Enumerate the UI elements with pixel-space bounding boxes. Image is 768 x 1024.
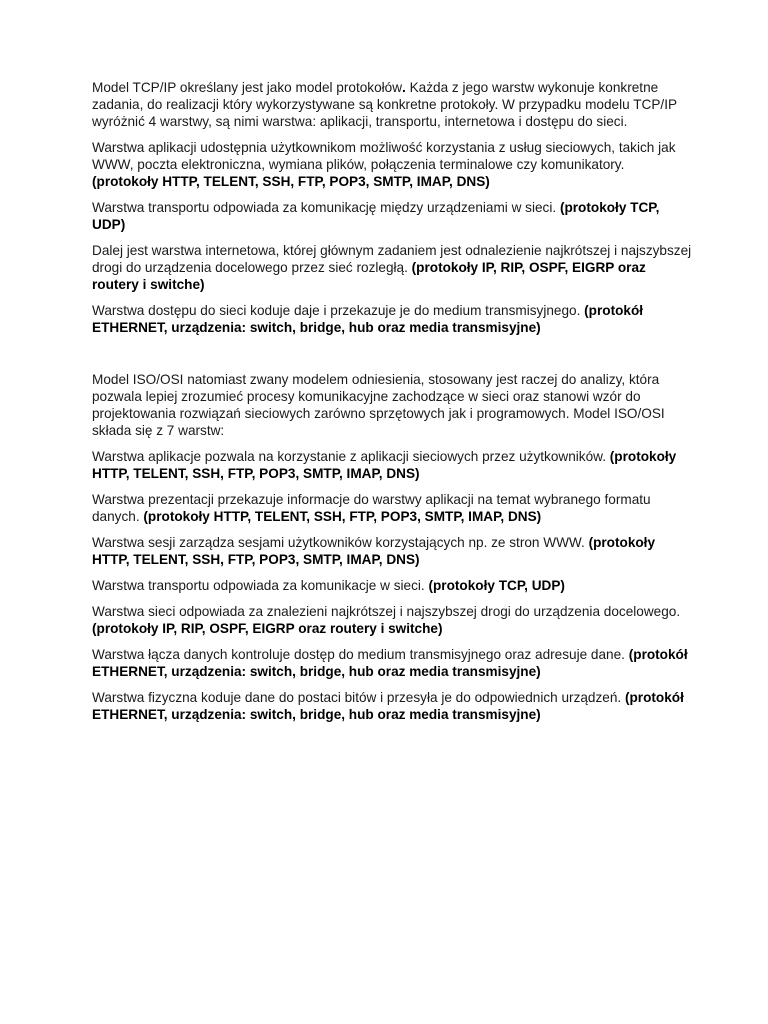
- isoosi-layer-physical: [92, 689, 692, 723]
- layer-protocols: (protokoły TCP, UDP): [92, 200, 660, 232]
- layer-protocols: (protokoły IP, RIP, OSPF, EIGRP oraz routery i switche): [92, 621, 443, 636]
- tcpip-layer-application: [92, 139, 692, 190]
- layer-protocols: (protokoły TCP, UDP): [428, 578, 565, 593]
- layer-description: Warstwa aplikacje pozwala na korzystanie z aplikacji sieciowych przez użytkowników.: [92, 449, 610, 464]
- isoosi-layer-session: [92, 534, 692, 568]
- layer-protocols: (protokoły HTTP, TELENT, SSH, FTP, POP3, SMTP, IMAP, DNS): [92, 535, 656, 567]
- isoosi-layer-network: [92, 603, 692, 637]
- tcpip-layer-network-access: [92, 302, 692, 336]
- tcpip-layer-internet: [92, 242, 692, 293]
- isoosi-layer-data-link: [92, 646, 692, 680]
- layer-description: Warstwa łącza danych kontroluje dostęp do medium transmisyjnego oraz adresuje dane.: [92, 647, 629, 662]
- isoosi-layer-application: [92, 448, 692, 482]
- layer-description: Warstwa prezentacji przekazuje informacje do warstwy aplikacji na temat wybranego formatu danych.: [92, 492, 651, 524]
- layer-description: Dalej jest warstwa internetowa, której głównym zadaniem jest odnalezienie najkrótszej i najszybszej drogi do urządzenia docelowego przez sieć rozległą.: [92, 243, 692, 275]
- layer-description: Warstwa sieci odpowiada za znalezieni najkrótszej i najszybszej drogi do urządzenia docelowego.: [92, 604, 681, 619]
- document-body: [92, 79, 692, 732]
- section-spacer: [92, 345, 692, 371]
- layer-protocols: (protokoły HTTP, TELENT, SSH, FTP, POP3, SMTP, IMAP, DNS): [143, 509, 542, 524]
- layer-protocols: (protokoły HTTP, TELENT, SSH, FTP, POP3, SMTP, IMAP, DNS): [92, 449, 677, 481]
- layer-description: Warstwa sesji zarządza sesjami użytkowników korzystających np. ze stron WWW.: [92, 535, 589, 550]
- layer-protocols: (protokół ETHERNET, urządzenia: switch, bridge, hub oraz media transmisyjne): [92, 303, 644, 335]
- isoosi-layer-presentation: [92, 491, 692, 525]
- layer-protocols: (protokół ETHERNET, urządzenia: switch, bridge, hub oraz media transmisyjne): [92, 647, 688, 679]
- layer-description: Warstwa fizyczna koduje dane do postaci bitów i przesyła je do odpowiednich urządzeń.: [92, 690, 625, 705]
- isoosi-intro-paragraph: Model ISO/OSI natomiast zwany modelem odniesienia, stosowany jest raczej do analizy, która pozwala lepiej zrozumieć procesy komunikacyjne zachodzące w sieci oraz stanowi wzór do projektowania rozwiązań sieciowych zarówno sprzętowych jak i programowych. Model ISO/OSI składa się z 7 warstw:: [92, 372, 665, 438]
- layer-description: Warstwa transportu odpowiada za komunikację między urządzeniami w sieci.: [92, 200, 560, 215]
- layer-description: Warstwa aplikacji udostępnia użytkownikom możliwość korzystania z usług sieciowych, takich jak WWW, poczta elektroniczna, wymiana plików, połączenia terminalowe czy komunikatory.: [92, 140, 676, 172]
- layer-protocols: (protokół ETHERNET, urządzenia: switch, bridge, hub oraz media transmisyjne): [92, 690, 684, 722]
- tcpip-intro-bold-dot: .: [402, 80, 406, 95]
- layer-description: Warstwa transportu odpowiada za komunikacje w sieci.: [92, 578, 429, 593]
- layer-protocols: (protokoły IP, RIP, OSPF, EIGRP oraz routery i switche): [92, 260, 646, 292]
- layer-description: Warstwa dostępu do sieci koduje daje i przekazuje je do medium transmisyjnego.: [92, 303, 585, 318]
- tcpip-layer-transport: [92, 199, 692, 233]
- tcpip-intro-text-2: Każda z jego warstw wykonuje konkretne zadania, do realizacji który wykorzystywane są konkretne protokoły. W przypadku modelu TCP/IP wyróżnić 4 warstwy, są nimi warstwa: aplikacji, transportu, internetowa i dostępu do sieci.: [92, 80, 677, 129]
- layer-protocols: (protokoły HTTP, TELENT, SSH, FTP, POP3, SMTP, IMAP, DNS): [92, 174, 490, 189]
- tcpip-intro-paragraph: [92, 79, 692, 130]
- isoosi-layer-transport: [92, 577, 692, 594]
- tcpip-intro-text-1: Model TCP/IP określany jest jako model protokołów: [92, 80, 403, 95]
